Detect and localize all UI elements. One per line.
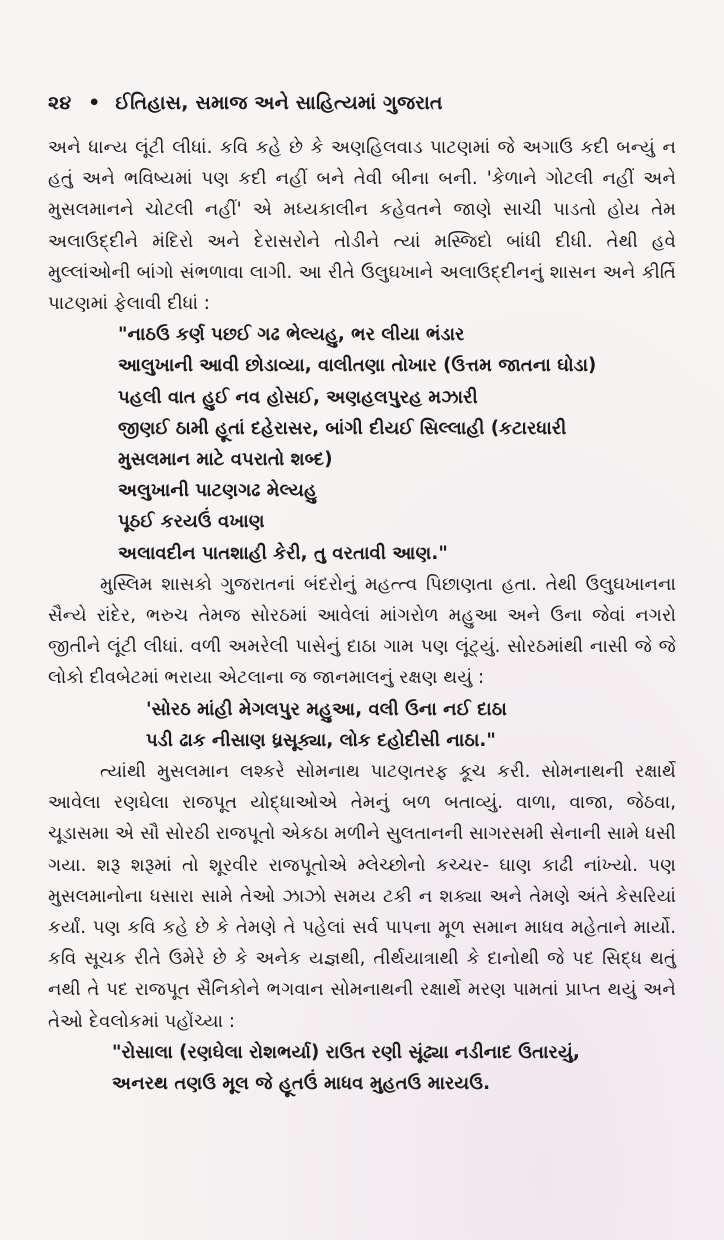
running-header	[48, 92, 676, 114]
verse-1	[48, 319, 676, 569]
verse-2	[48, 694, 676, 756]
verse-line: "રોસાલા (રણઘેલા રોશભર્યા) રાઉત રણી સૂંઢ્યા નડીનાદ ઉતારયું,	[112, 1041, 580, 1063]
paragraph-2: મુસ્લિમ શાસકો ગુજરાતનાં બંદરોનું મહત્ત્વ પિછાણતા હતા. તેથી ઉલુઘખાનના સૈન્યે રાંદેર, ભરુચ તેમજ સોરઠમાં આવેલાં માંગરોળ મહુઆ અને ઉના જેવાં નગરો જીતીને લૂંટી લીધાં. વળી અમરેલી પાસેનું દાઠા ગામ પણ લૂંટ્યું. સોરઠમાંથી નાસી જે જે લોકો દીવબેટમાં ભરાયા એટલાના જ જાનમાલનું રક્ષણ થયું :	[48, 573, 676, 689]
verse-3	[48, 1037, 676, 1099]
book-title: ઈતિહાસ, સમાજ અને સાહિત્યમાં ગુજરાત	[115, 92, 443, 114]
paragraph-3: ત્યાંથી મુસલમાન લશ્કરે સોમનાથ પાટણતરફ કૂચ કરી. સોમનાથની રક્ષાર્થે આવેલા રણઘેલા રાજપૂત યોદ્ધાઓએ તેમનું બળ બતાવ્યું. વાળા, વાજા, જેઠવા, ચૂડાસમા એ સૌ સોરઠી રાજપૂતો એકઠા મળીને સુલતાનની સાગરસમી સેનાની સામે ધસી ગયા. શરૂ શરૂમાં તો શૂરવીર રાજપૂતોએ મ્લેચ્છોનો કચ્ચર- ઘાણ કાઢી નાંખ્યો. પણ મુસલમાનોના ધસારા સામે તેઓ ઝાઝો સમય ટકી ન શક્યા અને તેમણે અંતે કેસરિયાં કર્યાં. પણ કવિ કહે છે કે તેમણે તે પહેલાં સર્વ પાપના મૂળ સમાન માધવ મહેતાને માર્યો. કવિ સૂચક રીતે ઉમેરે છે કે અનેક યજ્ઞથી, તીર્થયાત્રાથી કે દાનોથી જે પદ સિદ્ધ થતું નથી તે પદ રાજપૂત સૈનિકોને ભગવાન સોમનાથની રક્ષાર્થે મરણ પામતાં પ્રાપ્ત થયું અને તેઓ દેવલોકમાં પહોંચ્યા :	[48, 761, 676, 1032]
verse-line: પડી ઢાક નીસાણ ધ્રસૂક્યા, લોક દહોદીસી નાઠા."	[146, 729, 496, 751]
verse-line: 'સોરઠ માંહી મેગલપુર મહુઆ, વલી ઉના નઈ દાઠા	[146, 698, 507, 720]
paragraph-1: અને ધાન્ય લૂંટી લીધાં. કવિ કહે છે કે અણહિલવાડ પાટણમાં જે અગાઉ કદી બન્યું ન હતું અને ભવિષ્યમાં પણ કદી નહીં બને તેવી બીના બની. 'કેળાને ગોટલી નહીં અને મુસલમાનને ચોટલી નહીં' એ મધ્યકાલીન કહેવતને જાણે સાચી પાડતો હોય તેમ અલાઉદ્દીને મંદિરો અને દેરાસરોને તોડીને ત્યાં મસ્જિદો બાંધી દીધી. તેથી હવે મુલ્લાંઓની બાંગો સંભળાવા લાગી. આ રીતે ઉલુઘખાને અલાઉદ્દીનનું શાસન અને કીર્તિ પાટણમાં ફેલાવી દીધાં :	[48, 137, 676, 315]
verse-line: પહલી વાત હુઈ નવ હોસઈ, અણહલપુરહ મઝારી	[118, 386, 478, 408]
header-bullet: •	[88, 92, 101, 114]
verse-line: મુસલમાન માટે વપરાતો શબ્દ)	[118, 449, 333, 471]
verse-line: અનરથ તણઉ મૂલ જે હૂતઉં માધવ મુહતઉ મારયઉ.	[112, 1073, 490, 1095]
verse-line: આલુખાની આવી છોડાવ્યા, વાલીતણા તોખાર (ઉત્તમ જાતના ઘોડા)	[118, 355, 597, 377]
page-number: ૨૪	[48, 92, 72, 114]
verse-line: અલુખાની પાટણગઢ મેલ્યહુ	[118, 480, 317, 502]
verse-line: જીણઈ ઠામી હૂતાં દહેરાસર, બાંગી દીયઈ સિલ્લાહી (કટારધારી	[118, 417, 567, 439]
verse-line: "નાઠઉ કર્ણ પછઈ ગઢ ભેલ્યહુ, ભર લીયા ભંડાર	[118, 324, 465, 346]
verse-line: પૂઠઈ કરયઉં વખાણ	[118, 511, 265, 533]
verse-line: અલાવદીન પાતશાહી કેરી, તુ વરતાવી આણ."	[118, 542, 448, 564]
